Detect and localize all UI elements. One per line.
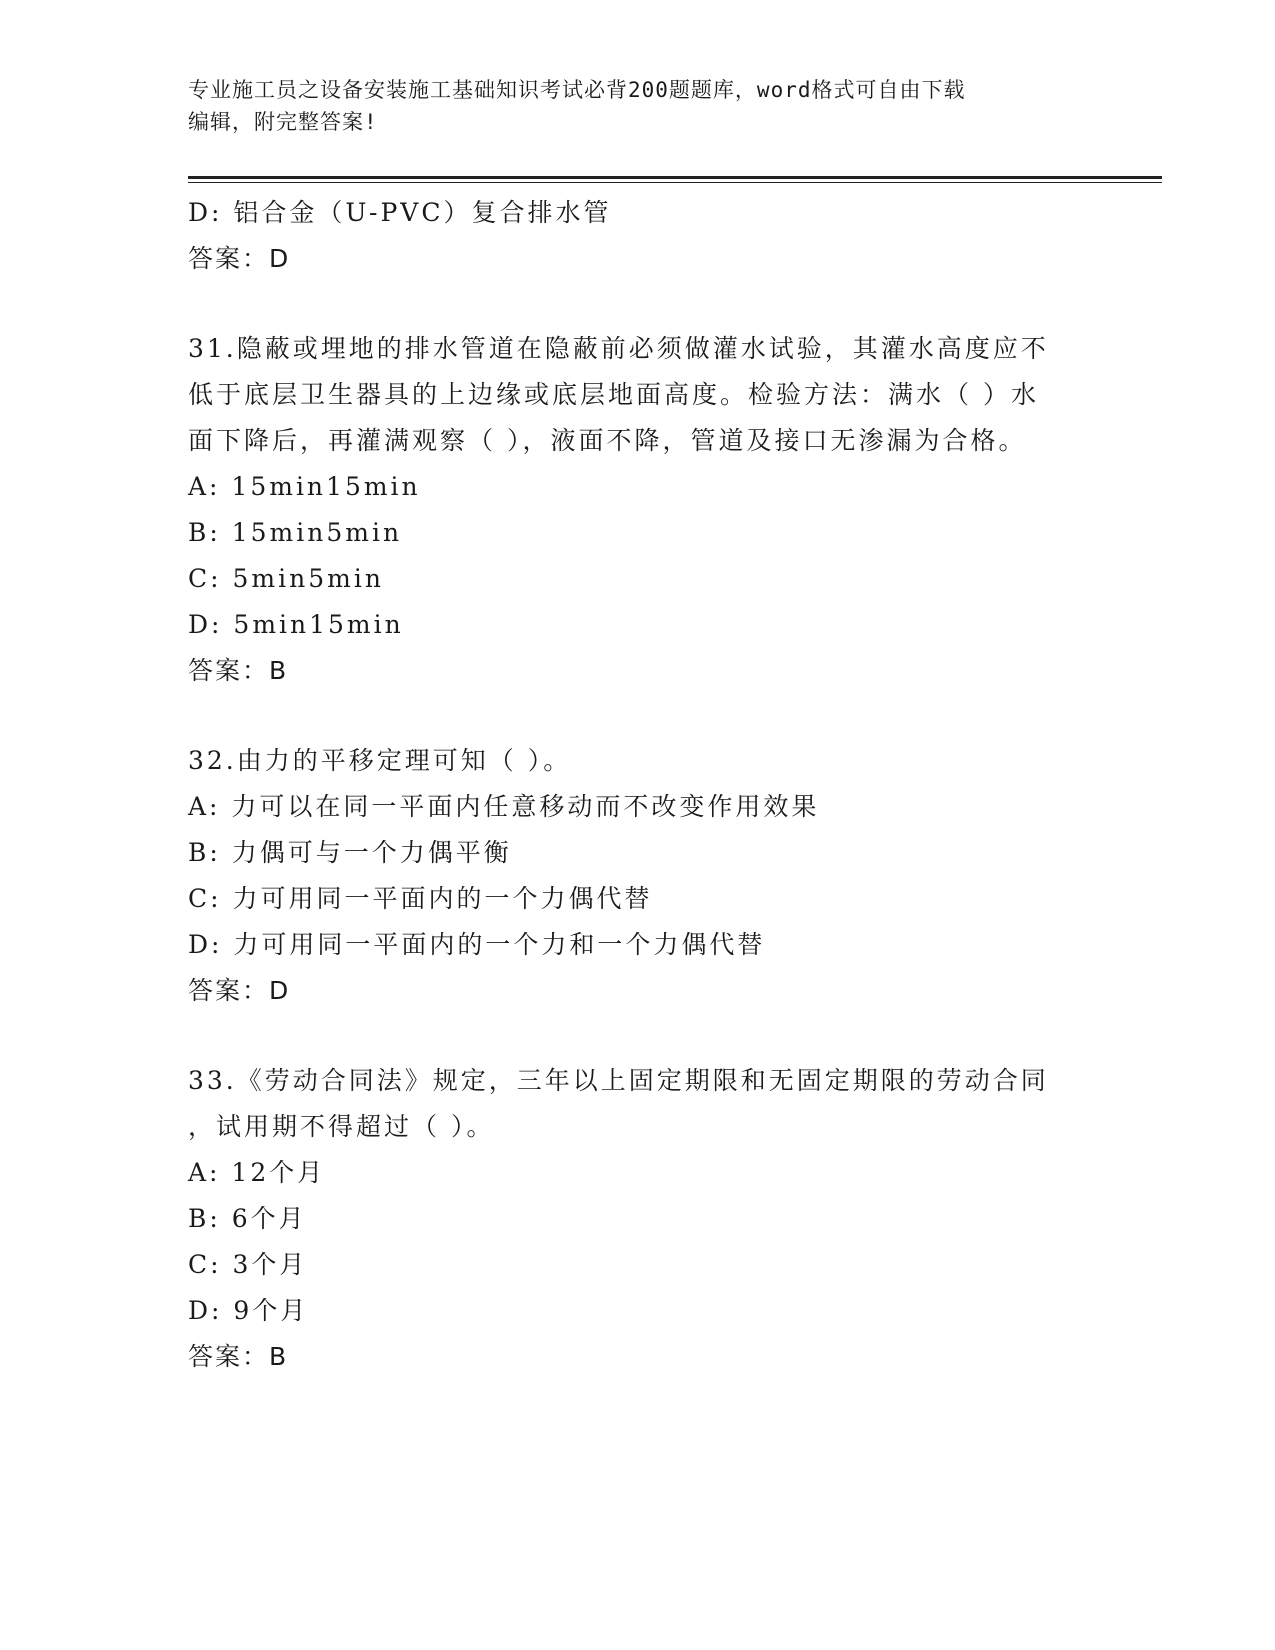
question-30-tail bbox=[188, 190, 1088, 282]
answer-label: 答案：D bbox=[188, 976, 291, 1005]
option-d: D: 力可用同一平面内的一个力和一个力偶代替 bbox=[188, 930, 766, 959]
option-b: B: 15min5min bbox=[188, 518, 403, 547]
spacer bbox=[188, 694, 1088, 738]
answer-label: 答案：B bbox=[188, 656, 289, 685]
question-stem-line: 32.由力的平移定理可知（ ）。 bbox=[188, 746, 572, 775]
option-d: D: 5min15min bbox=[188, 610, 404, 639]
option-d: D: 9个月 bbox=[188, 1296, 309, 1325]
option-c: C: 力可用同一平面内的一个力偶代替 bbox=[188, 884, 653, 913]
spacer bbox=[188, 1014, 1088, 1058]
question-stem-line: 低于底层卫生器具的上边缘或底层地面高度。检验方法：满水（ ）水 bbox=[188, 380, 1039, 409]
option-b: B: 力偶可与一个力偶平衡 bbox=[188, 838, 512, 867]
option-a: A: 15min15min bbox=[188, 472, 421, 501]
question-31 bbox=[188, 326, 1088, 694]
option-a: A: 力可以在同一平面内任意移动而不改变作用效果 bbox=[188, 792, 820, 821]
question-stem-line: 面下降后，再灌满观察（ ），液面不降，管道及接口无渗漏为合格。 bbox=[188, 426, 1027, 455]
header-title-line-1: 专业施工员之设备安装施工基础知识考试必背200题题库，word格式可自由下载 bbox=[188, 78, 966, 102]
question-stem-line: 33.《劳动合同法》规定，三年以上固定期限和无固定期限的劳动合同 bbox=[188, 1066, 1049, 1095]
answer-label: 答案：D bbox=[188, 244, 291, 273]
document-header bbox=[188, 74, 1088, 138]
option-b: B: 6个月 bbox=[188, 1204, 307, 1233]
header-divider-thick bbox=[188, 176, 1162, 179]
header-title-line-2: 编辑，附完整答案! bbox=[188, 110, 378, 134]
option-c: C: 5min5min bbox=[188, 564, 384, 593]
option-a: A: 12个月 bbox=[188, 1158, 326, 1187]
question-32 bbox=[188, 738, 1088, 1014]
question-stem-line: 31.隐蔽或埋地的排水管道在隐蔽前必须做灌水试验，其灌水高度应不 bbox=[188, 334, 1049, 363]
option-c: C: 3个月 bbox=[188, 1250, 308, 1279]
question-stem-line: ，试用期不得超过（ ）。 bbox=[188, 1112, 495, 1141]
spacer bbox=[188, 282, 1088, 326]
question-list bbox=[188, 190, 1088, 1380]
header-divider-thin bbox=[188, 182, 1162, 183]
answer-label: 答案：B bbox=[188, 1342, 289, 1371]
question-33 bbox=[188, 1058, 1088, 1380]
option-d: D: 铝合金（U-PVC）复合排水管 bbox=[188, 198, 612, 227]
